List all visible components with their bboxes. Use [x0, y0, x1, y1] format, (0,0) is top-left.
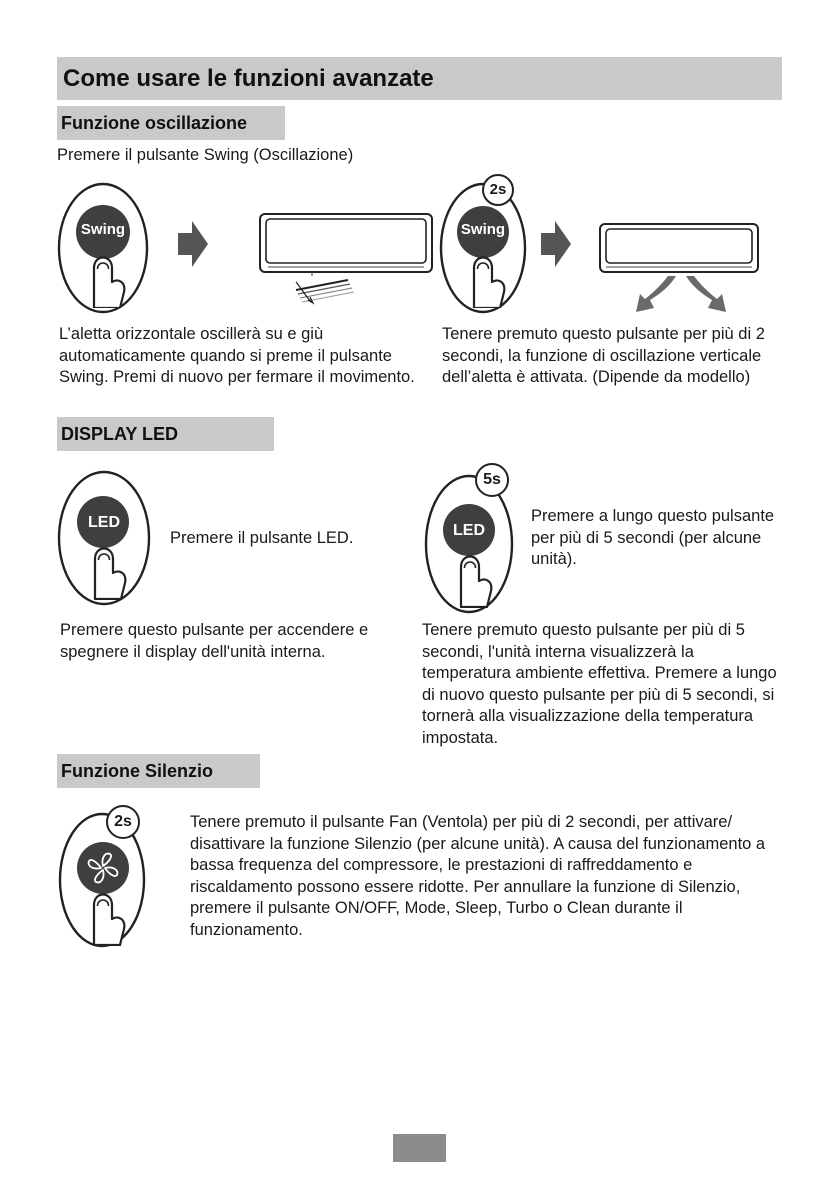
right-arrow-icon — [178, 221, 208, 267]
led-remote-illustration — [56, 466, 161, 611]
swing-remote-illustration — [55, 176, 160, 316]
section-heading-swing: Funzione oscillazione — [57, 106, 285, 140]
hold-time-badge: 5s — [483, 471, 501, 488]
indoor-unit-vertical-swing — [596, 220, 766, 320]
silence-description: Tenere premuto il pulsante Fan (Ventola) per più di 2 secondi, per attivare/ disattivare la funzione Silenzio (per alcune unità). A causa del funzionamento a bassa frequenza del compressore, le prestazioni di raffreddamento e riscaldamento possono essere ridotte. Per annullare la funzione di Silenzio, premere il pulsante ON/OFF, Mode, Sleep, Turbo o Clean durante il funzionamento. — [190, 813, 766, 939]
led-description: Premere questo pulsante per accendere e spegnere il display dell'unità interna. — [60, 621, 369, 661]
page-title: Come usare le funzioni avanzate — [57, 57, 782, 100]
page-number-tab — [393, 1134, 446, 1162]
swing-button-hold[interactable]: Swing — [460, 221, 506, 238]
section-heading-silence: Funzione Silenzio — [57, 754, 260, 788]
swing-horizontal-description: L’aletta orizzontale oscillerà su e giù automaticamente quando si preme il pulsante Swing. Premi di nuovo per fermare il movimento. — [59, 325, 415, 386]
led-button-hold[interactable]: LED — [453, 522, 485, 539]
swing-intro-text: Premere il pulsante Swing (Oscillazione) — [57, 146, 354, 164]
right-arrow-icon — [541, 221, 571, 267]
led-button[interactable]: LED — [88, 514, 120, 531]
section-heading-led: DISPLAY LED — [57, 417, 274, 451]
swing-button[interactable]: Swing — [80, 221, 126, 238]
led-long-press-text: Premere a lungo questo pulsante per più di 5 secondi (per alcune unità). — [531, 507, 775, 568]
hold-time-badge: 2s — [489, 181, 507, 198]
led-hold-description: Tenere premuto questo pulsante per più di 5 secondi, l'unità interna visualizzerà la temperatura ambiente effettiva. Premere a lungo di nuovo questo pulsante per più di 5 secondi, si tornerà alla visualizzazione della temperatura impostata. — [422, 621, 777, 747]
hold-time-badge: 2s — [114, 813, 132, 830]
indoor-unit-horizontal-swing — [252, 210, 442, 305]
swing-vertical-description: Tenere premuto questo pulsante per più di 2 secondi, la funzione di oscillazione verticale dell’aletta è attivata. (Dipende da modello) — [442, 325, 765, 386]
led-press-text: Premere il pulsante LED. — [170, 529, 354, 547]
